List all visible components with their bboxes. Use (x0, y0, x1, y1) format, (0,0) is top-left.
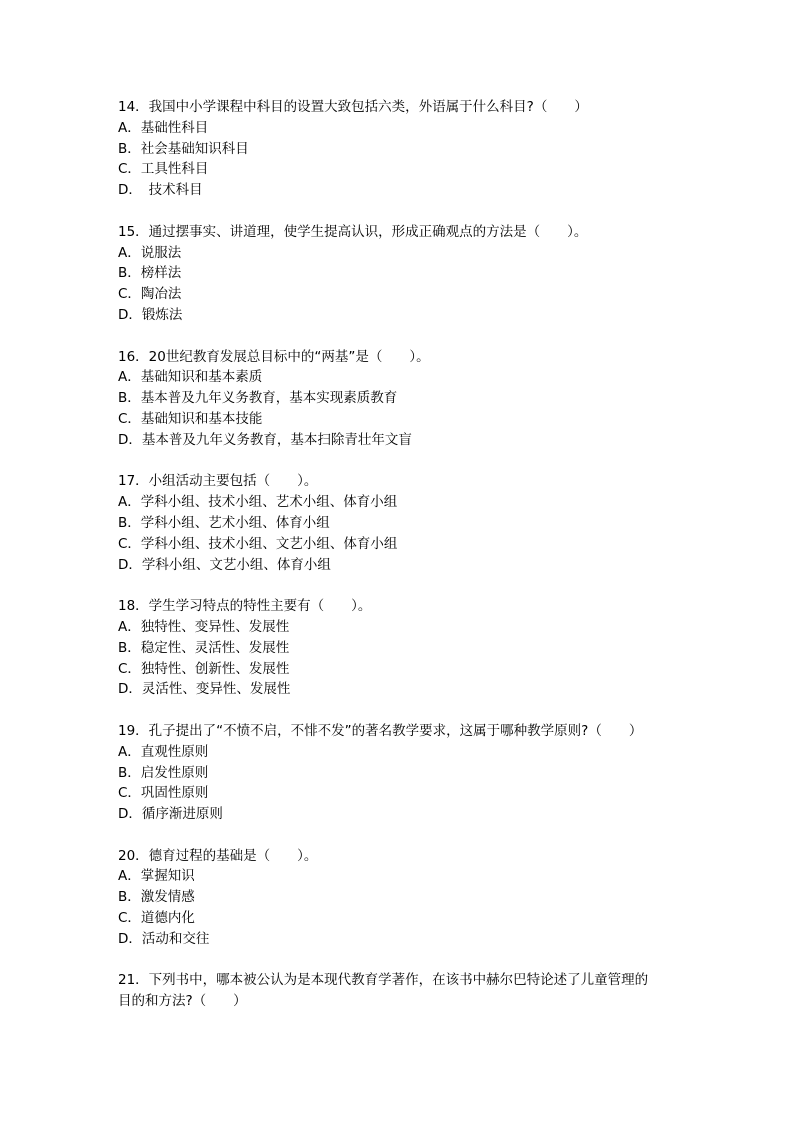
option-b: B．激发情感 (118, 889, 195, 906)
question-stem: 17．小组活动主要包括（ ）。 (118, 473, 318, 490)
option-d: D．基本普及九年义务教育，基本扫除青壮年文盲 (118, 431, 412, 448)
option-b: B．榜样法 (118, 265, 182, 282)
question-stem-line-2: 目的和方法?（ ） (118, 993, 247, 1010)
question-19 (118, 721, 678, 825)
question-18 (118, 596, 678, 700)
option-c: C．基础知识和基本技能 (118, 410, 263, 427)
option-d: D．活动和交往 (118, 930, 210, 947)
option-c: C．巩固性原则 (118, 785, 209, 802)
option-a: A．基础性科目 (118, 119, 209, 136)
option-a: A．直观性原则 (118, 743, 209, 760)
option-b: B．启发性原则 (118, 764, 209, 781)
option-b: B．社会基础知识科目 (118, 140, 249, 157)
option-a: A．独特性、变异性、发展性 (118, 618, 290, 635)
option-a: A．基础知识和基本素质 (118, 369, 263, 386)
question-stem: 16．20世纪教育发展总目标中的“两基”是（ ）。 (118, 348, 430, 365)
question-stem: 15．通过摆事实、讲道理，使学生提高认识，形成正确观点的方法是（ ）。 (118, 223, 588, 240)
option-c: C．学科小组、技术小组、文艺小组、体育小组 (118, 535, 398, 552)
document-page (118, 97, 678, 1033)
question-stem: 18．学生学习特点的特性主要有（ ）。 (118, 598, 372, 615)
option-d: D． 技术科目 (118, 182, 203, 199)
question-17 (118, 471, 678, 575)
option-a: A．学科小组、技术小组、艺术小组、体育小组 (118, 494, 398, 511)
option-d: D．锻炼法 (118, 306, 183, 323)
question-14 (118, 97, 678, 201)
question-20 (118, 846, 678, 950)
question-21 (118, 970, 678, 1012)
question-16 (118, 347, 678, 451)
option-b: B．稳定性、灵活性、发展性 (118, 639, 290, 656)
option-d: D．灵活性、变异性、发展性 (118, 681, 291, 698)
option-c: C．工具性科目 (118, 161, 209, 178)
option-b: B．基本普及九年义务教育，基本实现素质教育 (118, 390, 398, 407)
question-stem: 14．我国中小学课程中科目的设置大致包括六类，外语属于什么科目?（ ） (118, 99, 588, 115)
option-c: C．独特性、创新性、发展性 (118, 660, 290, 677)
option-c: C．陶冶法 (118, 286, 182, 303)
option-a: A．掌握知识 (118, 868, 195, 885)
question-stem: 20．德育过程的基础是（ ）。 (118, 847, 318, 864)
option-d: D．学科小组、文艺小组、体育小组 (118, 556, 331, 573)
option-a: A．说服法 (118, 244, 182, 261)
option-d: D．循序渐进原则 (118, 806, 223, 823)
option-b: B．学科小组、艺术小组、体育小组 (118, 514, 330, 531)
question-15 (118, 222, 678, 326)
question-stem: 19．孔子提出了“不愤不启，不悱不发”的著名教学要求，这属于哪种教学原则?（ ） (118, 722, 643, 739)
question-stem-line-1: 21．下列书中，哪本被公认为是本现代教育学著作，在该书中赫尔巴特论述了儿童管理的 (118, 972, 649, 989)
option-c: C．道德内化 (118, 910, 195, 927)
